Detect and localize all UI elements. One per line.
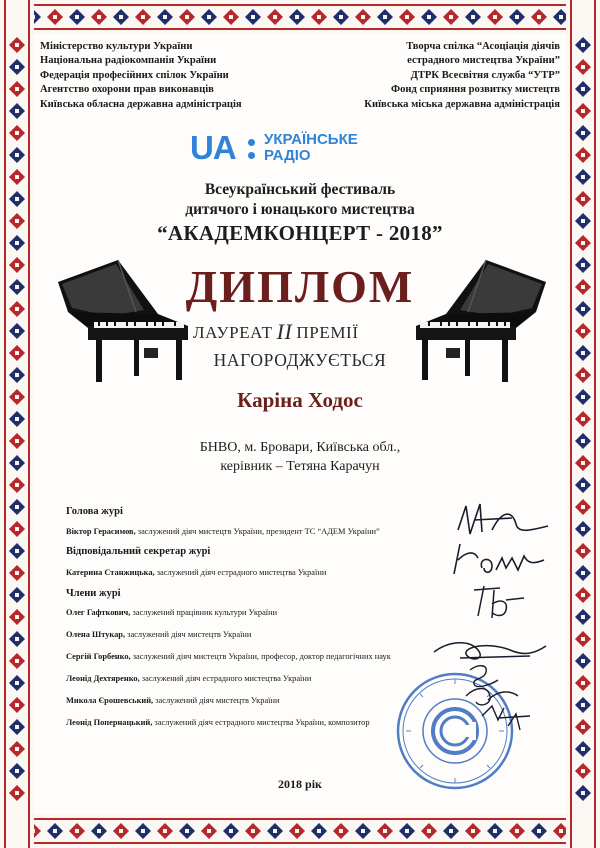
jury-secretary-heading: Відповідальний секретар журі [66, 546, 211, 557]
laureate-rank: II [276, 319, 293, 344]
school-line2: керівник – Тетяна Карачун [220, 459, 380, 474]
member-title: заслужений діяч мистецтв України [127, 630, 252, 639]
diploma-title: ДИПЛОМ [185, 261, 415, 312]
jury-chair-heading: Голова журі [66, 506, 123, 517]
member-title: заслужений діяч естрадного мистецтва України, композитор [154, 718, 370, 727]
member-title: заслужений діяч естрадного мистецтва України [156, 568, 327, 577]
member-title: заслужений діяч мистецтв України, професор, доктор педагогічних наук [132, 652, 391, 661]
member-name: Леонід Дехтяренко, [66, 674, 140, 683]
ornament-border-top [0, 0, 600, 34]
logo-line2: РАДІО [264, 147, 311, 164]
org-line: Агентство охорони прав виконавців [40, 84, 214, 96]
member-name: Сергій Горбенко, [66, 652, 131, 661]
logo-line1: УКРАЇНСЬКЕ [264, 131, 358, 148]
jury-member [66, 568, 326, 577]
org-line: Федерація професійних спілок України [40, 69, 229, 81]
member-name: Олена Штукар, [66, 630, 126, 639]
festival-line1: Всеукраїнський фестиваль [204, 181, 396, 198]
awarded-label: НАГОРОДЖУЄТЬСЯ [213, 350, 387, 370]
recipient-name: Каріна Ходос [237, 388, 363, 412]
jury-member [66, 608, 277, 617]
member-name: Леонід Попернацький, [66, 718, 153, 727]
school-line1: БНВО, м. Бровари, Київська обл., [199, 440, 401, 455]
logo-text [264, 132, 358, 164]
org-line: Київська обласна державна адміністрація [40, 98, 242, 110]
org-line: Міністерство культури України [40, 41, 193, 52]
ukrainian-radio-logo [190, 130, 410, 166]
ornament-border-right [566, 0, 600, 848]
jury-member [66, 527, 380, 536]
jury-member [66, 674, 311, 683]
org-line: Фонд сприяння розвитку мистецтв [391, 84, 560, 96]
member-name: Віктор Герасимов, [66, 527, 136, 536]
org-line: Національна радіокомпанія України [40, 55, 217, 67]
ornament-border-left [0, 0, 34, 848]
jury-member [66, 630, 251, 639]
org-line: Київська міська державна адміністрація [364, 98, 560, 110]
signature-member-1 [470, 580, 530, 624]
member-name: Микола Єрошевський, [66, 696, 154, 705]
laureate-suffix: ПРЕМІЇ [296, 323, 359, 342]
festival-name: “АКАДЕМКОНЦЕРТ - 2018” [157, 221, 443, 245]
member-title: заслужений діяч мистецтв України, президент ТС “АДЕМ України” [137, 527, 380, 536]
jury-member [66, 696, 279, 705]
laureate-line [193, 318, 359, 344]
member-title: заслужений діяч мистецтв України [155, 696, 280, 705]
org-line: Творча спілка “Асоціація діячів [406, 41, 560, 52]
jury-member [66, 718, 370, 727]
ornament-border-bottom [0, 814, 600, 848]
org-line: ДТРК Всесвітня служба “УТР” [410, 69, 560, 81]
logo-mark: UA [190, 129, 236, 166]
jury-members-heading: Члени журі [66, 588, 121, 599]
member-name: Катерина Станжицька, [66, 568, 155, 577]
org-line: естрадного мистецтва України” [407, 55, 560, 67]
school-info [0, 438, 600, 476]
organizations-right [364, 40, 560, 112]
year-label: 2018 рік [278, 777, 322, 791]
signature-members-group [458, 660, 538, 740]
laureate-prefix: ЛАУРЕАТ [193, 323, 273, 342]
member-title: заслужений працівник культури України [132, 608, 278, 617]
organizations-left [40, 40, 242, 112]
signature-secretary [448, 538, 548, 582]
jury-member [66, 652, 391, 661]
logo-colon-icon [248, 133, 256, 163]
member-name: Олег Гафткович, [66, 608, 131, 617]
member-title: заслужений діяч естрадного мистецтва України [141, 674, 312, 683]
festival-line2: дитячого і юнацького мистецтва [185, 201, 415, 218]
